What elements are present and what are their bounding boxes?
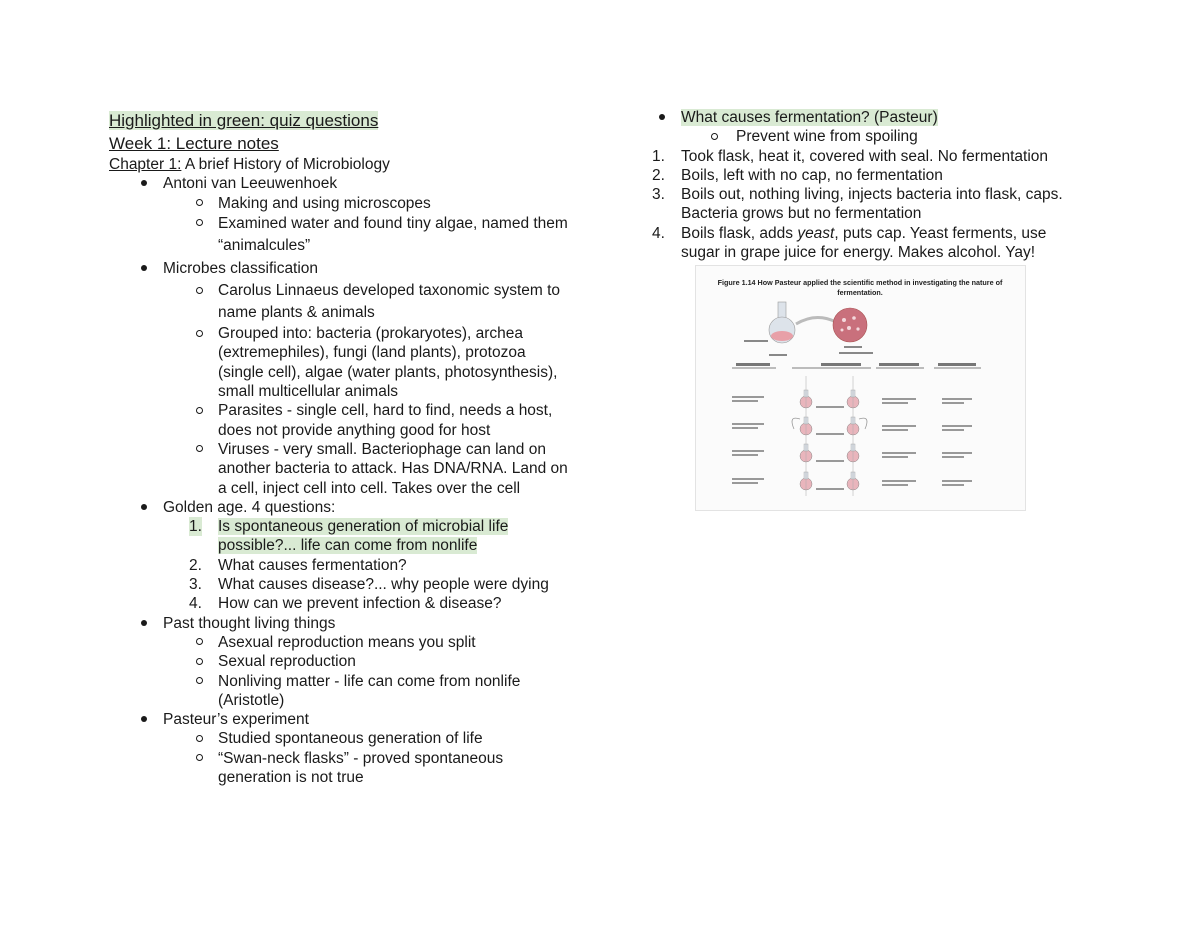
microscope-view-icon: [833, 308, 867, 342]
circle-bullet-icon: [189, 401, 209, 420]
highlight-legend: Highlighted in green: quiz questions: [109, 111, 379, 130]
number-marker: 2.: [189, 556, 202, 574]
list-item: Pasteur’s experiment: [109, 710, 579, 729]
list-item: Prevent wine from spoiling: [652, 127, 1102, 146]
number-marker: 3.: [189, 576, 202, 594]
step-item: 2. Boils, left with no cap, no fermentation: [652, 166, 943, 184]
list-item: Making and using microscopes: [109, 194, 579, 213]
yeast-emphasis: yeast: [797, 224, 835, 242]
bullet-icon: [652, 108, 672, 127]
numbered-item: 2. What causes fermentation?: [189, 556, 407, 574]
number-marker: 1.: [652, 147, 665, 165]
list-item: Carolus Linnaeus developed taxonomic system to name plants & animals: [109, 280, 579, 324]
circle-bullet-icon: [189, 652, 209, 671]
quiz-highlight: Is spontaneous generation of microbial life possible?... life can come from nonlife: [218, 518, 509, 555]
chapter-label: Chapter 1:: [109, 156, 182, 173]
right-column: [652, 108, 1102, 262]
circle-bullet-icon: [189, 194, 209, 213]
list-item: Sexual reproduction: [109, 652, 579, 671]
list-item: Past thought living things: [109, 614, 579, 633]
quiz-highlight: What causes fermentation? (Pasteur): [681, 109, 938, 126]
circle-bullet-icon: [704, 127, 724, 146]
number-marker: 3.: [652, 186, 665, 204]
list-item: Microbes classification: [109, 259, 579, 278]
numbered-item: 4. How can we prevent infection & disease?: [189, 595, 502, 613]
steps-list: [652, 147, 1102, 263]
list-item: Parasites - single cell, hard to find, needs a host, does not provide anything good for host: [109, 401, 579, 440]
bullet-icon: [134, 174, 154, 193]
list-item: Nonliving matter - life can come from nonlife (Aristotle): [109, 672, 579, 711]
number-marker: 2.: [652, 166, 665, 184]
chapter-title: A brief History of Microbiology: [181, 156, 390, 173]
notes-list: [109, 174, 579, 787]
numbered-item: [109, 517, 579, 556]
list-item: Viruses - very small. Bacteriophage can land on another bacteria to attack. Has DNA/RNA. Land on a cell, inject cell into cell. Takes over the cell: [109, 440, 579, 498]
chapter-heading: [109, 155, 579, 174]
list-item: Golden age. 4 questions:: [109, 498, 579, 517]
bullet-icon: [134, 498, 154, 517]
step-item: 3. Boils out, nothing living, injects bacteria into flask, caps. Bacteria grows but no fermentation: [652, 186, 1063, 223]
pasteur-figure: [695, 265, 1026, 511]
pasteur-figure-illustration: [696, 266, 1025, 510]
circle-bullet-icon: [189, 729, 209, 748]
bullet-icon: [134, 259, 154, 278]
circle-bullet-icon: [189, 280, 209, 302]
week-heading: Week 1: Lecture notes: [109, 134, 279, 153]
number-marker: 1.: [189, 518, 202, 536]
figure-title-line1: Figure 1.14 How Pasteur applied the scientific method in investigating the nature of: [717, 278, 1003, 287]
list-item: “Swan-neck flasks” - proved spontaneous generation is not true: [109, 749, 579, 788]
circle-bullet-icon: [189, 672, 209, 691]
flask-icon: [769, 302, 795, 343]
step-item: 1. Took flask, heat it, covered with seal. No fermentation: [652, 147, 1049, 165]
left-column: [109, 109, 579, 787]
bullet-icon: [134, 614, 154, 633]
list-item: [652, 108, 1102, 127]
number-marker: 4.: [652, 224, 665, 242]
circle-bullet-icon: [189, 213, 209, 235]
circle-bullet-icon: [189, 324, 209, 343]
numbered-item: 3. What causes disease?... why people were dying: [189, 576, 549, 594]
list-item: Examined water and found tiny algae, named them “animalcules”: [109, 213, 579, 257]
list-item: Studied spontaneous generation of life: [109, 729, 579, 748]
circle-bullet-icon: [189, 440, 209, 459]
step-item: 4. Boils flask, adds yeast, puts cap. Yeast ferments, use sugar in grape juice for energy. Makes alcohol. Yay!: [652, 224, 1047, 262]
list-item: Grouped into: bacteria (prokaryotes), archea (extremephiles), fungi (land plants), protozoa (single cell), algae (water plants, photosynthesis), small multicellular animals: [109, 324, 579, 401]
circle-bullet-icon: [189, 633, 209, 652]
circle-bullet-icon: [189, 749, 209, 768]
bullet-icon: [134, 710, 154, 729]
number-marker: 4.: [189, 595, 202, 613]
list-item: Asexual reproduction means you split: [109, 633, 579, 652]
figure-title-line2: fermentation.: [837, 288, 883, 297]
fermentation-list: [652, 108, 1102, 147]
list-item: Antoni van Leeuwenhoek: [109, 174, 579, 193]
